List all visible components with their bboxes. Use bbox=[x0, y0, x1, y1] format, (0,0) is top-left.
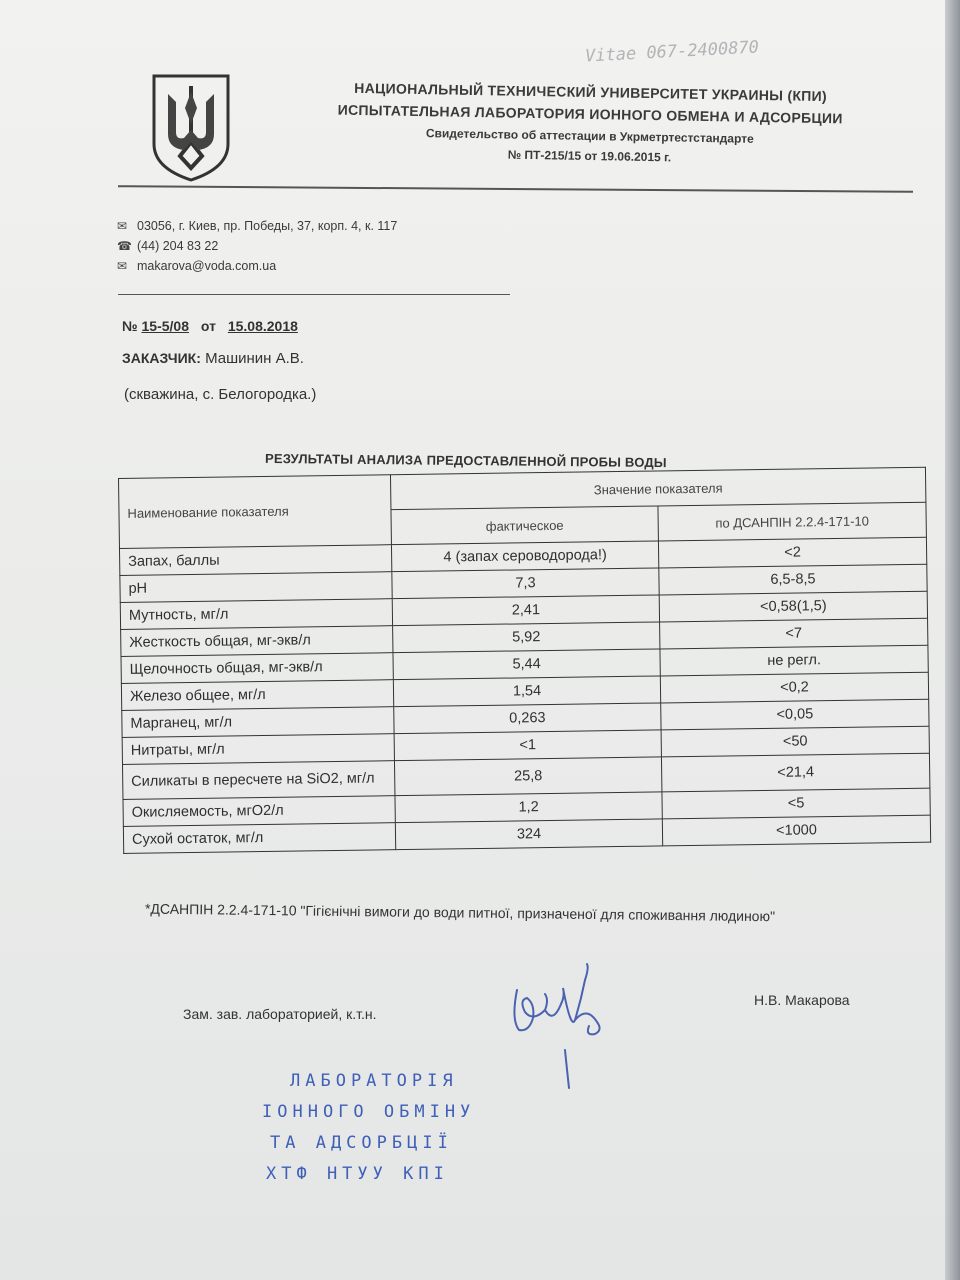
header-line-4: № ПТ-215/15 от 19.06.2015 г. bbox=[507, 147, 672, 165]
handwritten-note: Vitae 067-2400870 bbox=[584, 37, 760, 67]
row-norm: <0,2 bbox=[660, 672, 928, 703]
page-edge bbox=[945, 0, 960, 1280]
email-text: makarova@voda.com.ua bbox=[137, 259, 277, 273]
row-name: Жесткость общая, мг-экв/л bbox=[121, 626, 393, 657]
phone-text: (44) 204 83 22 bbox=[137, 239, 219, 253]
email-row bbox=[117, 256, 397, 276]
contacts-block bbox=[117, 216, 397, 276]
stamp-line-4: ХТФ НТУУ КПІ bbox=[266, 1164, 449, 1184]
row-norm: <0,58(1,5) bbox=[659, 591, 927, 622]
row-norm: <50 bbox=[661, 726, 929, 757]
header-line-3: Свидетельство об аттестации в Укрметртестстандарте bbox=[425, 126, 754, 146]
row-actual: 5,92 bbox=[393, 622, 660, 653]
row-actual: 324 bbox=[395, 819, 662, 850]
date-value: 15.08.2018 bbox=[227, 318, 298, 334]
header-line-2: ИСПЫТАТЕЛЬНАЯ ЛАБОРАТОРИЯ ИОННОГО ОБМЕНА И АДСОРБЦИИ bbox=[337, 101, 843, 127]
header-line-1: НАЦИОНАЛЬНЫЙ ТЕХНИЧЕСКИЙ УНИВЕРСИТЕТ УКРАИНЫ (КПИ) bbox=[354, 79, 828, 105]
col-header-actual: фактическое bbox=[391, 506, 658, 545]
row-name: Нитраты, мг/л bbox=[122, 734, 394, 765]
contacts-divider bbox=[118, 294, 510, 295]
stamp-line-2: ІОННОГО ОБМІНУ bbox=[262, 1102, 476, 1122]
row-norm: <5 bbox=[662, 788, 930, 819]
col-header-norm: по ДСАНПІН 2.2.4-171-10 bbox=[658, 502, 926, 541]
stamp-line-1: ЛАБОРАТОРІЯ bbox=[290, 1071, 458, 1091]
handwritten-signature-icon bbox=[505, 960, 615, 1090]
row-norm: не регл. bbox=[660, 645, 928, 676]
row-norm: <7 bbox=[660, 618, 928, 649]
row-name: Марганец, мг/л bbox=[122, 707, 394, 738]
row-name: Сухой остаток, мг/л bbox=[123, 823, 395, 854]
row-actual: 25,8 bbox=[394, 757, 661, 796]
laboratory-stamp bbox=[262, 1066, 475, 1190]
address-row bbox=[117, 216, 397, 236]
mail-icon: ✉ bbox=[117, 259, 128, 273]
row-name: Силикаты в пересчете на SiO2, мг/л bbox=[123, 761, 395, 800]
row-norm: <1000 bbox=[662, 815, 930, 846]
row-name: Щелочность общая, мг-экв/л bbox=[121, 653, 393, 684]
standard-footnote: *ДСАНПІН 2.2.4-171-10 "Гігієнічні вимоги до води питної, призначеної для споживання людиною" bbox=[144, 900, 776, 925]
organization-header bbox=[269, 78, 910, 174]
row-actual: 2,41 bbox=[392, 595, 659, 626]
number-value: 15-5/08 bbox=[141, 318, 189, 334]
results-table bbox=[118, 467, 931, 854]
row-norm: 6,5-8,5 bbox=[659, 564, 927, 595]
row-actual: 7,3 bbox=[392, 568, 659, 599]
signer-title: Зам. зав. лабораторией, к.т.н. bbox=[183, 1006, 377, 1022]
envelope-icon: ✉ bbox=[117, 219, 128, 233]
client-line bbox=[122, 350, 304, 367]
row-actual: 1,54 bbox=[393, 676, 660, 707]
sample-source: (скважина, с. Белогородка.) bbox=[124, 386, 317, 403]
trident-emblem-icon bbox=[150, 72, 232, 184]
row-name: Железо общее, мг/л bbox=[121, 680, 393, 711]
col-header-value-group: Значение показателя bbox=[390, 467, 925, 509]
number-prefix: № bbox=[122, 318, 138, 334]
row-actual: 4 (запах сероводорода!) bbox=[391, 541, 658, 572]
row-norm: <21,4 bbox=[661, 753, 929, 792]
row-norm: <0,05 bbox=[661, 699, 929, 730]
phone-row bbox=[117, 236, 397, 256]
row-actual: 0,263 bbox=[394, 703, 661, 734]
row-actual: 1,2 bbox=[395, 792, 662, 823]
row-actual: 5,44 bbox=[393, 649, 660, 680]
row-name: pH bbox=[120, 572, 392, 603]
client-label: ЗАКАЗЧИК: bbox=[122, 350, 201, 366]
header-divider bbox=[118, 185, 913, 193]
date-label: от bbox=[200, 318, 216, 334]
document-number bbox=[122, 318, 298, 334]
row-actual: <1 bbox=[394, 730, 661, 761]
telephone-icon: ☎ bbox=[117, 239, 132, 253]
row-name: Запах, баллы bbox=[119, 545, 391, 576]
col-header-name: Наименование показателя bbox=[119, 475, 392, 549]
signer-name: Н.В. Макарова bbox=[754, 992, 850, 1008]
address-text: 03056, г. Киев, пр. Победы, 37, корп. 4, к. 117 bbox=[137, 219, 398, 233]
row-norm: <2 bbox=[658, 537, 926, 568]
client-name: Машинин А.В. bbox=[205, 350, 304, 367]
stamp-line-3: ТА АДСОРБЦІЇ bbox=[270, 1133, 453, 1153]
row-name: Мутность, мг/л bbox=[120, 599, 392, 630]
results-title: РЕЗУЛЬТАТЫ АНАЛИЗА ПРЕДОСТАВЛЕННОЙ ПРОБЫ ВОДЫ bbox=[264, 450, 667, 471]
row-name: Окисляемость, мгО2/л bbox=[123, 796, 395, 827]
